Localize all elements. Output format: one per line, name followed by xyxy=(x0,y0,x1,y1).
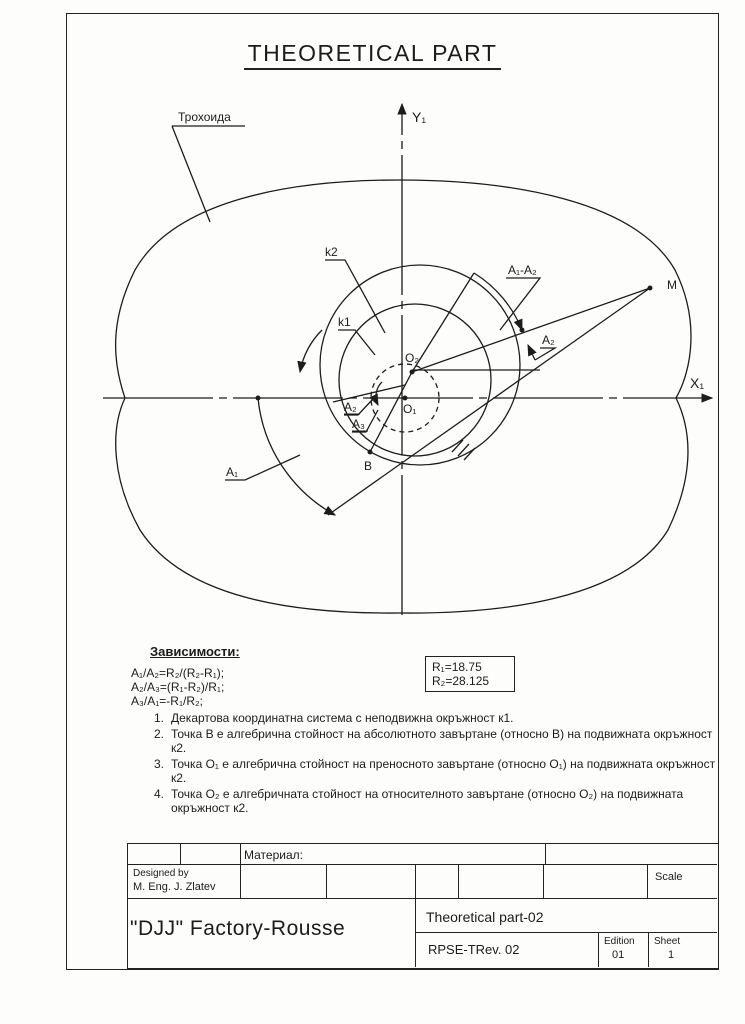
scale-label: Scale xyxy=(655,871,683,883)
label-a2-upper: A₂ xyxy=(542,333,555,347)
param-r2: R₂=28.125 xyxy=(432,674,490,688)
page-title: THEORETICAL PART xyxy=(0,40,745,67)
label-m: M xyxy=(667,278,677,292)
label-a3: A₃ xyxy=(352,417,365,431)
edition-label: Edition xyxy=(604,936,635,947)
formulas xyxy=(131,666,224,708)
label-a1-minus-a2: A₁-A₂ xyxy=(508,263,537,277)
dependencies-heading: Зависимости: xyxy=(150,644,240,659)
point-m xyxy=(648,286,653,291)
label-k2: k2 xyxy=(325,245,338,259)
formula-1: A₁/A₂=R₂/(R₂-R₁); xyxy=(131,666,225,680)
param-r1: R₁=18.75 xyxy=(432,660,482,674)
formula-2: A₂/A₃=(R₁-R₂)/R₁; xyxy=(131,680,225,694)
note-item: 1. Декартова координатна система с неподвижна окръжност к1. xyxy=(154,711,514,725)
k1-circle xyxy=(339,304,491,456)
label-y1: Y₁ xyxy=(412,109,427,125)
note-item: 2. Точка B е алгебрична стойност на абсолютното завъртане (относно B) на подвижната окръжност к2. xyxy=(154,727,713,755)
line-o2-to-m xyxy=(412,288,650,372)
notes-list xyxy=(154,711,719,817)
label-o1: O₁ xyxy=(403,402,417,416)
sheet-label: Sheet xyxy=(654,936,681,947)
drawing-number: RPSE-TRev. 02 xyxy=(428,942,520,957)
parameters-box xyxy=(425,656,515,692)
note-item: 4. Точка O₂ е алгебричната стойност на относителното завъртане (относно O₂) на подвижната окръжност к2. xyxy=(154,787,684,815)
label-k1: k1 xyxy=(338,315,351,329)
label-o2: O₂ xyxy=(405,351,419,365)
designer-name: M. Eng. J. Zlatev xyxy=(133,881,216,893)
sheet-value: 1 xyxy=(668,949,675,961)
formula-3: A₃/A₁=-R₁/R₂; xyxy=(131,694,203,708)
company-name: "DJJ" Factory-Rousse xyxy=(130,917,346,940)
label-a2-lower: A₂ xyxy=(344,400,357,414)
label-trochoid: Трохоида xyxy=(178,110,231,124)
material-label: Материал: xyxy=(244,848,303,862)
point-o1 xyxy=(403,396,408,401)
point-b xyxy=(368,450,373,455)
drawing-title: Theoretical part-02 xyxy=(426,909,544,925)
label-b: B xyxy=(364,459,373,473)
point-o2 xyxy=(410,370,415,375)
arc-a2 xyxy=(528,345,535,360)
edition-value: 01 xyxy=(612,949,625,961)
label-x1: X₁ xyxy=(690,375,705,391)
label-a1: A₁ xyxy=(226,465,239,479)
designed-by-label: Designed by xyxy=(133,868,189,879)
arc-rotation xyxy=(300,330,322,372)
note-item: 3. Точка O₁ е алгебрична стойност на преносното завъртане (относно O₁) на подвижната окръжност к2. xyxy=(154,757,716,785)
